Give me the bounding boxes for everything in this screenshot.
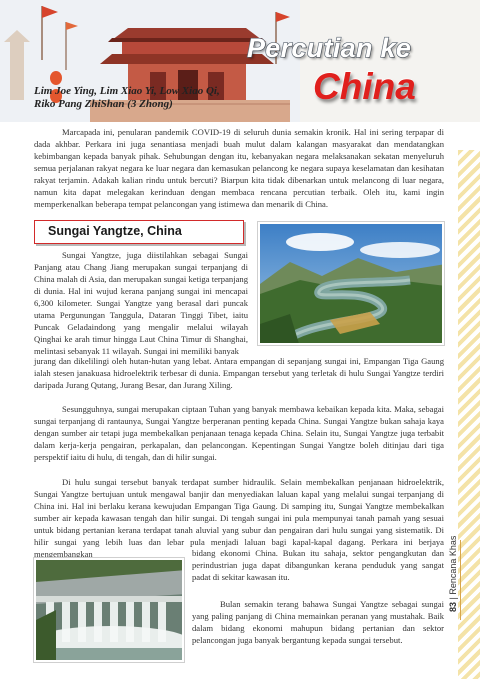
section-name: Rencana Khas (448, 535, 458, 595)
paragraph-3-text: Di hulu sungai tersebut banyak terdapat sumber hidraulik. Selain membekalkan penjanaan hidroelektrik, Sungai Yangtze bertujuan untuk mengawal banjir dan menyediakan laluan kapal yang melalui sungai terpanjang di China ini. Hal ini berlaku kerana kewujudan Empangan Tiga Gaung. Di samping itu, Sungai Yangtze membekalkan sumber air kepada kawasan tengah dan hilir sungai. Di tengah sungai ini pula mempunyai tanah pamah yang sesuai untuk bidang pertanian kerana terdapat tanah aluvial yang subur dan pengairan dari hulu sungai yang sistematik. Di hilir sungai yang lebih luas dan lebar pula menjadi laluan bagi kapal-kapal dagang. Perkara ini berjaya mengembangkan (34, 477, 444, 559)
page-number: 83 (448, 601, 458, 612)
paragraph-1-continued: jurang dan dikelilingi oleh hutan-hutan yang lebat. Antara empangan di sepanjang sungai ini, Empangan Tiga Gaung ialah stesen janakuasa hidroelektrik terbesar di dunia. Empangan tersebut yang terletak di hulu Sungai Yangtze terdiri daripada Jurang Qutang, Jurang Besar, dan Jurang Xiling. (34, 356, 444, 390)
paragraph-1 (34, 249, 248, 357)
page-footer (448, 536, 458, 612)
paragraph-4-text: Bulan semakin terang bahawa Sungai Yangtze sebagai sungai yang paling panjang di China memainkan peranan yang mustahak. Baik dalam bidang ekonomi mahupun bidang pertanian dan sektor pelancongan juga banyak bergantung kepada sungai tersebut. (192, 599, 444, 645)
header-banner (0, 0, 480, 122)
yangtze-bend-image (260, 224, 444, 345)
authors-line-1: Lim Joe Ying, Lim Xiao Yi, Low Xiao Qi, (34, 85, 220, 97)
title-line-2: China (313, 66, 416, 107)
paragraph-1-text: Sungai Yangtze, juga diistilahkan sebagai Sungai Panjang atau Chang Jiang merupakan sungai terpanjang di China malah di Asia, dan merupakan sungai ketiga terpanjang di dunia. Hal ini wujud kerana panjang sungai ini mencapai 6,300 kilometer. Sungai Yangtze yang berasal dari puncak utama Pergunungan Tanggula, Dataran Tinggi Tibet, iaitu Puncak Geladaindong yang mengalir melalui wilayah Qinghai ke arah timur hingga Laut China Timur di Shanghai, melintasi sebanyak 11 wilayah. Sungai ini memiliki banyak (34, 250, 248, 356)
intro-paragraph (34, 126, 444, 210)
paragraph-2-text: Sesungguhnya, sungai merupakan ciptaan Tuhan yang banyak membawa kebaikan kepada kita. Maka, sebagai sungai terpanjang di rantaunya, Sungai Yangtze berperanan penting kepada China. Sungai Yangtze bukan sahaja kaya dengan sumber air tetapi juga membekalkan penjanaan tenaga kepada China. Selain itu, Sungai Yangtze juga terbabit dalam kerja-kerja pengairan, perkapalan, dan pelancongan. Kepentingan Sungai Yangtze boleh ditinjau dari tiga perspektif iaitu di hulu, di tengah, dan di hilir sungai. (34, 404, 444, 462)
dam-image (36, 560, 184, 662)
authors-line-2: Riko Pang ZhiShan (3 Zhong) (34, 97, 173, 110)
three-gorges-dam-photo (34, 558, 184, 662)
section-heading-text: Sungai Yangtze, China (48, 224, 182, 238)
decorative-stripe (458, 150, 480, 679)
divider-bar: | (448, 594, 458, 600)
yangtze-river-photo (258, 222, 444, 345)
authors (34, 85, 220, 110)
title-line-1: Percutian ke (247, 33, 412, 63)
divider-line (460, 540, 461, 620)
paragraph-2 (34, 403, 444, 463)
paragraph-4 (192, 598, 444, 646)
section-heading (34, 220, 244, 244)
intro-text: Marcapada ini, penularan pandemik COVID-19 di seluruh dunia semakin kronik. Hal ini sering terpapar di dada akhbar. Perkara ini juga senantiasa menjadi buah mulut dalam kalangan masyarakat dan mendatangkan kebimbangan kepada banyak pihak. Sehubungan dengan itu, kebanyakan negara melaksanakan sekatan menyeluruh semua perjalanan rakyat negara ke luar negara dan kemasukan pelancong ke negara supaya keselamatan dan kesihatan rakyat terjamin. Adakah kalian rindu untuk bercuti? Biarpun kita tidak dibenarkan untuk melancong di luar negara, namun kita dapat melegakan kerinduan dengan membaca rencana percutian terbaik. Oleh itu, kami ingin memperkenalkan beberapa tempat pelancongan yang istimewa dan menarik di China. (34, 127, 444, 209)
paragraph-3-continued: bidang ekonomi China. Bukan itu sahaja, sektor pengangkutan dan perindustrian juga dapat dibangunkan kerana penduduk yang sangat padat di sekitar kawasan itu. (192, 548, 444, 582)
